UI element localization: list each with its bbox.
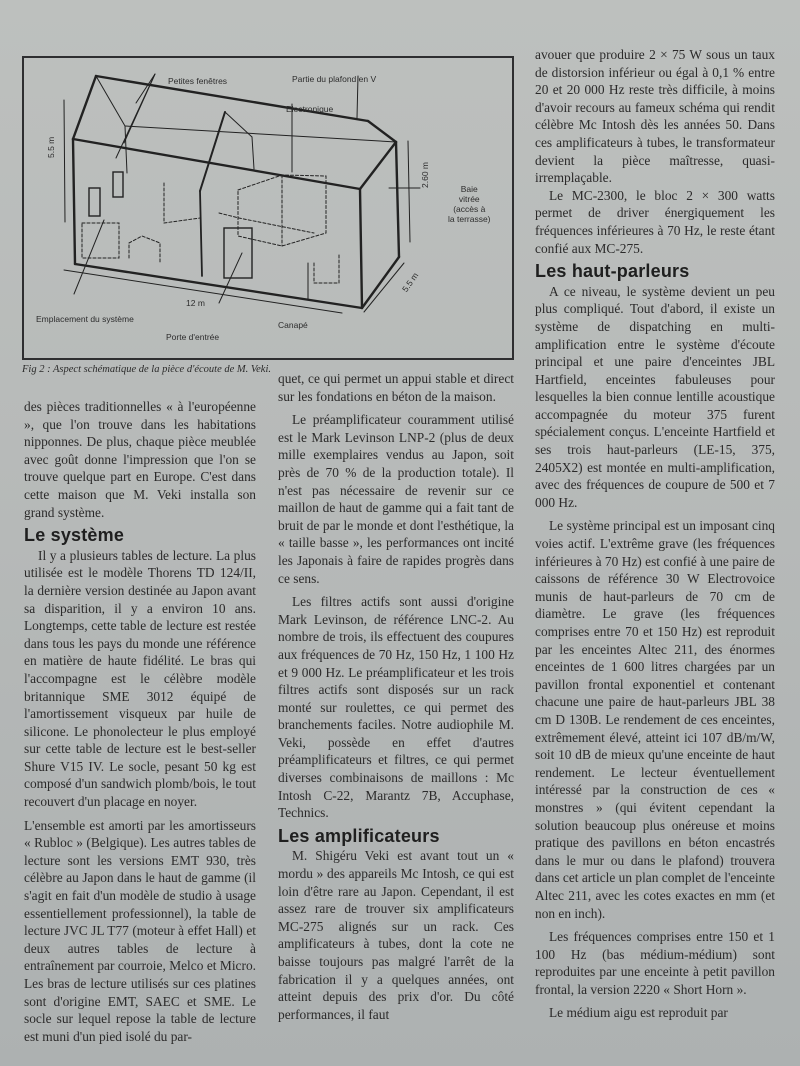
section-heading-systeme: Le système	[24, 525, 125, 546]
label-baie-line: vitrée	[458, 194, 480, 204]
label-emplacement: Emplacement du système	[36, 314, 134, 324]
label-plafond: Partie du plafond en V	[292, 74, 377, 84]
paragraph: des pièces traditionnelles « à l'européenne », que l'on trouve dans les habitations nipponnes. De plus, chaque pièce meublée avec goût donne l'impression que l'on se trouve quelque part en Europe. C'est dans cette maison que M. Veki installa son grand système.	[24, 399, 256, 520]
label-profondeur: 5.5 m	[400, 270, 421, 294]
paragraph: Les fréquences comprises entre 150 et 1 100 Hz (bas médium-médium) sont reproduites par une enceinte à petit pavillon frontal, la version 2220 « Short Horn ».	[535, 929, 775, 997]
section-heading-amplificateurs: Les amplificateurs	[278, 825, 440, 846]
label-baie-line: (accès à	[453, 204, 486, 214]
paragraph: Les filtres actifs sont aussi d'origine Mark Levinson, de référence LNC-2. Au nombre de trois, ils effectuent des coupures aux fréquences de 70 Hz, 150 Hz, 1 100 Hz et 9 000 Hz. Le préamplificateur et les trois filtres actifs sont disposés sur un rack monté sur roulettes, ce qui permet des branchements faciles. Notre audiophile M. Veki, possède en effet d'autres préamplificateurs et filtres, ce qui permet diverses combinaisons de maillons : Mc Intosh C-22, Marantz 7B, Accuphase, Technics.	[278, 594, 514, 821]
section-heading-haut-parleurs: Les haut-parleurs	[535, 261, 690, 282]
paragraph: Il y a plusieurs tables de lecture. La plus utilisée est le modèle Thorens TD 124/II, la dernière version destinée au Japon avant sa disparition, il y a environ 10 ans. Longtemps, cette table de lecture est restée dans tous les pays du monde une référence en matière de haute fidélité. Le bras qui l'accompagne est le célèbre modèle britannique SME 3012 équipé de l'amortissement visqueux par huile de silicone. Le phonolecteur le plus employé sur cette table de lecture est le best-seller Shure V15 IV. Le socle, pesant 50 kg est composé d'un sandwich plomb/bois, le tout recouvert d'un placage en noyer.	[24, 547, 256, 810]
room-diagram	[22, 56, 514, 360]
paragraph: Le MC-2300, le bloc 2 × 300 watts permet de driver énergiquement les fréquences inférieures à 70 Hz, le reste étant confié aux MC-275.	[535, 187, 775, 256]
paragraph: Le système principal est un imposant cinq voies actif. L'extrême grave (les fréquences inférieures à 70 Hz) est confié à une paire de caissons de référence 30 W Electrovoice munis de haut-parleurs de 70 cm de diamètre. Le grave (les fréquences comprises entre 70 et 150 Hz) est reproduit par les enceintes Altec 211, des énormes enceintes de 1 600 litres chargées par un pavillon frontal exponentiel et contenant chacune une paire de haut-parleurs JBL 38 cm D 130B. Le rendement de ces enceintes, extrêmement élevé, atteint ici 107 dB/m/W, soit 10 dB de mieux qu'une enceinte de haut rendement. Le lecteur éventuellement intéressé par la construction de ces « monstres » (qui évitent cependant la solution beaucoup plus onéreuse et moins pratique des pavillons en béton encastrés dans le mur ou dans le plafond) trouvera dans cet article un plan complet de l'enceinte Altec 211, avec les cotes exactes en mm (et non en inch).	[535, 518, 775, 921]
label-hauteur: 5.5 m	[46, 136, 56, 158]
label-petites-fenetres: Petites fenêtres	[168, 76, 228, 86]
paragraph: A ce niveau, le système devient un peu plus compliqué. Tout d'abord, il existe un système de dispatching en multi-amplification entre le système d'écoute principal et une paire d'enceintes JBL Hartfield, enceintes fabuleuses pour lesquelles la bien connue lentille acoustique accompagnée du moteur 375 furent spécialement conçus. L'enceinte Hartfield et ses trois haut-parleurs (LE-15, 375, 2405X2) est montée en multi-amplification, avec des fréquences de coupure de 500 et 7 000 Hz.	[535, 283, 775, 510]
column-3	[535, 46, 775, 1022]
label-porte: Porte d'entrée	[166, 332, 220, 342]
label-longueur: 12 m	[186, 298, 205, 308]
label-baie-vitree	[448, 184, 491, 224]
figure-caption: Fig 2 : Aspect schématique de la pièce d'écoute de M. Veki.	[22, 364, 272, 375]
label-baie-line: Baie	[460, 184, 478, 194]
paragraph: Le médium aigu est reproduit par	[549, 1005, 728, 1021]
paragraph: Le préamplificateur couramment utilisé est le Mark Levinson LNP-2 (plus de deux mille exemplaires vendus au Japon, soit près de 70 % de la production totale). Il n'est pas nécessaire de revenir sur ce maillon de haut de gamme qui a fait tant de bruit de par le monde et dont l'esthétique, la « taille basse », les performances ont incité les Japonais à faire de rapides progrès dans ce sens.	[278, 412, 514, 586]
paragraph: M. Shigéru Veki est avant tout un « mordu » des appareils Mc Intosh, ce qui est loin d'être rare au Japon. Cependant, il est assez rare de trouver six amplificateurs MC-275 alignés sur un rack. Ces amplificateurs à tubes, dont la cote ne baisse toujours pas malgré l'arrêt de la fabrication il y a quelques années, ont atteint depuis des prix d'or. Du côté performances, il faut	[278, 848, 514, 1022]
label-canape: Canapé	[278, 320, 308, 330]
label-electronique: Electronique	[286, 104, 334, 114]
paragraph: quet, ce qui permet un appui stable et direct sur les fondations en béton de la maison.	[278, 371, 514, 404]
label-baie-line: la terrasse)	[448, 214, 491, 224]
paragraph: avouer que produire 2 × 75 W sous un taux de distorsion inférieur ou égal à 0,1 % entre 20 et 20 000 Hz reste très difficile, à moins d'avoir recours au fameux schéma qui rendit célèbre Mc Intosh dès les années 50. Dans ces amplificateurs à tubes, le transformateur devient la pièce maîtresse, quasi-irremplaçable.	[535, 47, 775, 186]
label-hauteur-baie: 2.60 m	[420, 162, 430, 188]
paragraph: L'ensemble est amorti par les amortisseurs « Rubloc » (Belgique). Les autres tables de lecture sont les versions EMT 930, très célèbre au Japon dans le haut de gamme (il s'agit en fait d'un modèle de studio à usage essentiellement professionnel), la table de lecture JVC JL T77 (moteur à effet Hall) et deux autres tables de lecture à entraînement par courroie, Melco et Micro. Les bras de lecture utilisés sur ces platines sont d'origine EMT, SAEC et SME. Le socle sur lequel repose la table de lecture est muni d'un pied isolé du par-	[24, 817, 256, 1044]
column-2	[278, 370, 514, 1023]
wall-edge	[73, 139, 360, 189]
column-1	[24, 398, 256, 1045]
room-diagram-drawing	[24, 58, 512, 358]
